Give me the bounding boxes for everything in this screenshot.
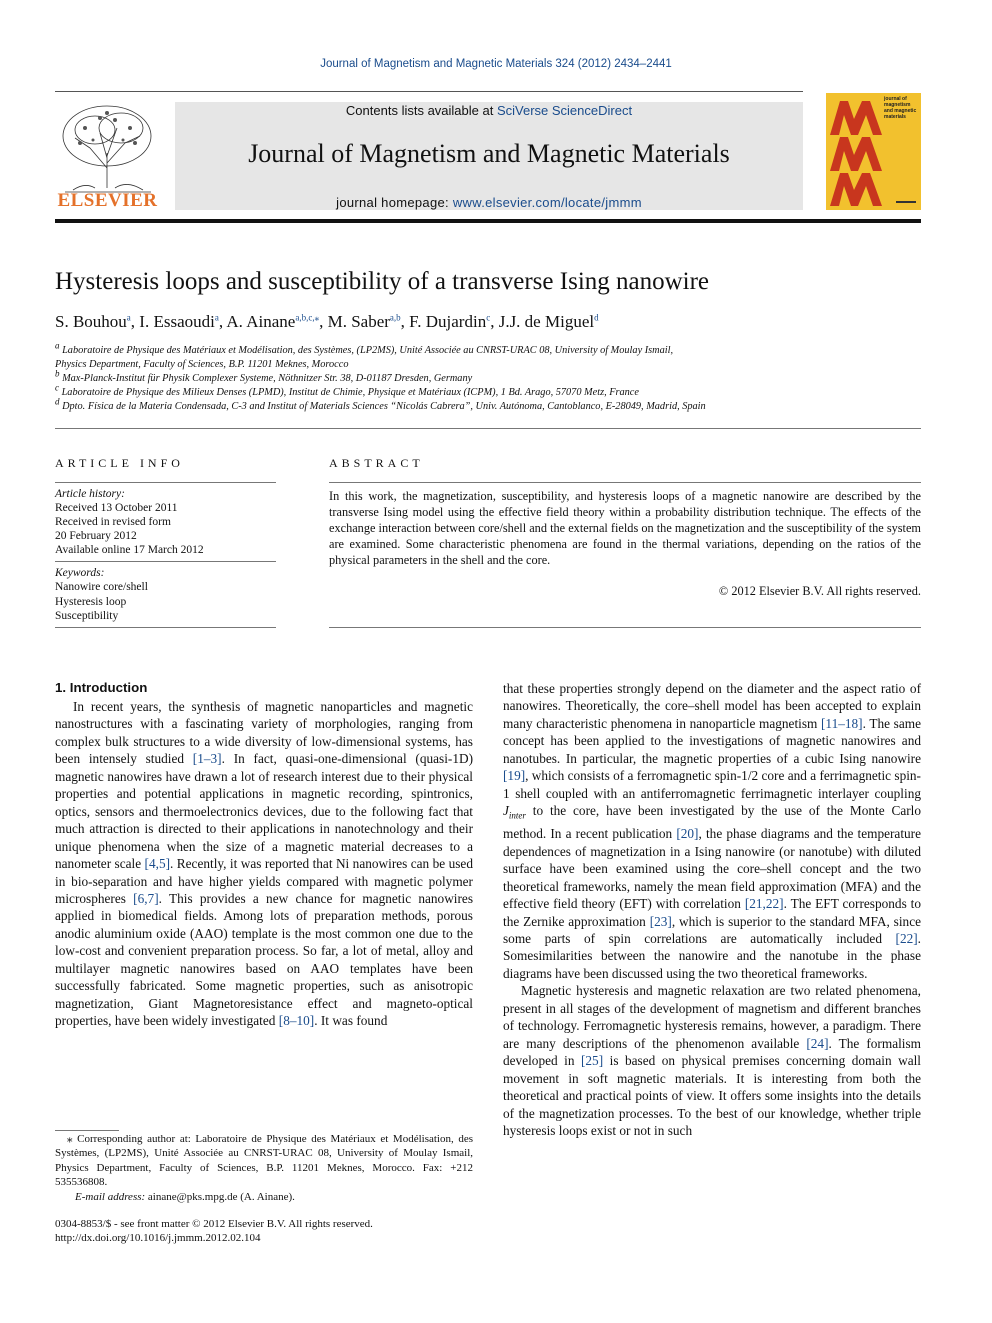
math-subscript: inter — [508, 810, 526, 821]
affiliation-text: Laboratoire de Physique des Milieux Denses (LPMD), Institut de Chimie, Physique et Matériaux (ICPM), 1 Bd. Arago, 57070 Metz, France — [61, 387, 639, 398]
keywords-rule — [55, 627, 276, 628]
affiliation-b — [55, 368, 473, 384]
email-address[interactable]: ainane@pks.mpg.de (A. Ainane). — [145, 1190, 295, 1203]
history-item: Received in revised form — [55, 516, 171, 528]
article-info-rule — [55, 482, 276, 483]
body-column-left — [55, 698, 473, 1030]
author-name[interactable]: J.J. de Miguel — [498, 312, 595, 331]
history-item: Received 13 October 2011 — [55, 502, 178, 514]
history-item: Available online 17 March 2012 — [55, 544, 204, 556]
journal-cover-image — [826, 93, 921, 210]
citation-link[interactable]: [11–18] — [821, 715, 863, 731]
journal-reference[interactable]: Journal of Magnetism and Magnetic Materials 324 (2012) 2434–2441 — [320, 58, 672, 70]
affiliation-mark: d — [55, 396, 60, 407]
homepage-line — [175, 195, 803, 210]
keywords-label: Keywords: — [55, 567, 105, 579]
author-affiliation-mark[interactable]: a — [214, 312, 219, 323]
doi-link[interactable]: http://dx.doi.org/10.1016/j.jmmm.2012.02.104 — [55, 1232, 261, 1245]
article-info-heading: ARTICLE INFO — [55, 456, 184, 470]
citation-link[interactable]: [4,5] — [144, 856, 171, 872]
author-list: S. Bouhou$^a$, I. Essaoudi$^a$, A. Ainane$^{a,b,c,⁎}$, M. Saber$^{a,b}$, F. Dujardin$^c$, J.J. de Miguel$^d$ — [55, 312, 599, 331]
body-paragraph: that these properties strongly depend on the diameter and the aspect ratio of nanowires. Theoretically, the core–shell model has been accepted to explain many characteristic phenomena in nanoparticle magnetism [11–18]. The same concept has been applied to the investigations of magnetic nanowires and nanotubes. In particular, the magnetic properties of a cubic Ising nanowire [19], which consists of a ferromagnetic spin-1/2 core and a ferrimagnetic spin-1 shell coupled with an antiferromagnetic ferrimagnetic interlayer coupling $J_{inter}$ to the core, have been investigated by the use of the Monte Carlo method. In a recent publication [20], the phase diagrams and the temperature dependences of magnetization in a Ising nanowire (or nanotube) with diluted surface have been examined using the core–shell concept and the two theoretical frameworks, namely the mean field approximation (MFA) and the effective field theory (EFT) with correlation [21,22]. The EFT corresponds to the Zernike approximation [23], which is superior to the standard MFA, since some parts of spin correlations are automatically included [22]. Somesimilarities between the nanowire and the nanotube in the phase diagrams have been discussed using the two theoretical frameworks. — [503, 681, 922, 981]
journal-title: Journal of Magnetism and Magnetic Materials — [248, 139, 730, 168]
footnote-rule — [55, 1130, 119, 1131]
affiliation-mark: c — [55, 382, 59, 393]
author-name[interactable]: I. Essaoudi — [139, 312, 215, 331]
affiliation-mark: a — [55, 340, 60, 351]
author-affiliation-mark[interactable]: a,b,c,⁎ — [295, 312, 320, 323]
keyword-item: Nanowire core/shell — [55, 581, 148, 593]
affiliation-d — [55, 396, 706, 412]
abstract-copyright: © 2012 Elsevier B.V. All rights reserved. — [718, 584, 921, 598]
affiliation-text: Max-Planck-Institut für Physik Complexer Systeme, Nöthnitzer Str. 38, D-01187 Dresden, Germany — [62, 373, 473, 384]
author-name[interactable]: A. Ainane — [226, 312, 296, 331]
affiliation-a — [55, 340, 674, 356]
citation-link[interactable]: [8–10] — [278, 1013, 315, 1029]
corresponding-author-footnote — [55, 1132, 473, 1204]
section-title-introduction: 1. Introduction — [55, 680, 148, 695]
affiliations-rule — [55, 428, 921, 429]
body-column-right — [503, 680, 921, 1139]
footnote-text: ⁎ Corresponding author at: Laboratoire de Physique des Matériaux et Modélisation, des Systèmes, (LP2MS), Unité Associée au CNRST-URAC 08, University of Moulay Ismail, Physics Department, Faculty of Sciences, B.P. 11201 Meknes, Morocco. Fax: +212 535536808. — [55, 1133, 473, 1189]
author-affiliation-mark[interactable]: a — [126, 312, 131, 323]
citation-link[interactable]: [6,7] — [133, 890, 159, 906]
affiliation-text: Laboratoire de Physique des Matériaux et Modélisation, des Systèmes, (LP2MS), Unité Associée au CNRST-URAC 08, University of Moulay Ismail, — [62, 345, 674, 356]
abstract-top-rule — [329, 482, 921, 483]
keyword-item: Susceptibility — [55, 610, 119, 622]
citation-link[interactable]: [24] — [806, 1035, 829, 1051]
author-name[interactable]: F. Dujardin — [409, 312, 487, 331]
email-label: E-mail address: — [75, 1190, 146, 1203]
article-title: Hysteresis loops and susceptibility of a transverse Ising nanowire — [55, 268, 710, 295]
citation-link[interactable]: [19] — [503, 768, 526, 784]
affiliation-text: Dpto. Física de la Materia Condensada, C-3 and Institut of Materials Sciences “Nicolás Cabrera”, Univ. Autónoma, Cantoblanco, E-28049, Madrid, Spain — [62, 401, 706, 412]
citation-link[interactable]: [23] — [649, 913, 672, 929]
homepage-prefix: journal homepage: — [336, 195, 453, 210]
citation-link[interactable]: [25] — [580, 1053, 604, 1069]
sciencedirect-link[interactable]: SciVerse ScienceDirect — [496, 103, 633, 118]
abstract-text: In this work, the magnetization, susceptibility, and hysteresis loops of a magnetic nanowire are described by the transverse Ising model using the effective field theory within a probability distribution technique. The effects of the exchange interaction between core/shell and the external fields on the magnetization and the susceptibility of the system are examined. Some characteristic phenomena are found in the thermal variations, depending on the ratios of the physical parameters in the shell and the core. — [329, 489, 921, 567]
author-affiliation-mark[interactable]: d — [594, 312, 599, 323]
contents-line — [175, 103, 803, 118]
bottom-meta — [55, 1217, 373, 1246]
header-thick-rule — [55, 219, 921, 223]
citation-link[interactable]: [21,22] — [744, 896, 784, 912]
history-rule — [55, 561, 276, 562]
cover-title-text: journal of magnetism and magnetic materials — [884, 96, 917, 120]
citation-link[interactable]: [22] — [895, 931, 918, 946]
affiliation-mark: b — [55, 368, 60, 379]
footnote-email-line — [55, 1190, 473, 1204]
author-name[interactable]: S. Bouhou — [55, 312, 127, 331]
abstract-bottom-rule — [329, 627, 921, 628]
homepage-link[interactable]: www.elsevier.com/locate/jmmm — [452, 195, 642, 210]
author-affiliation-mark[interactable]: c — [486, 312, 491, 323]
header-top-rule — [55, 91, 803, 92]
elsevier-wordmark: ELSEVIER — [57, 190, 158, 211]
affiliation-c — [55, 382, 639, 398]
body-paragraph: Magnetic hysteresis and magnetic relaxation are two related phenomena, present in all stages of the development of magnetism and different branches of technology. Ferromagnetic hysteresis remains, however, a paradigm. There are many descriptions of the phenomenon available [24]. The formalism developed in [25] is based on physical premises concerning domain wall movement in soft magnetic materials. It is interesting from both the theoretical and practical points of view. It offers some insights into the details of the magnetization processes. To the best of our knowledge, whether triple hysteresis loops exist or not in such — [503, 983, 922, 1138]
contents-prefix: Contents lists available at — [345, 103, 497, 118]
citation-link[interactable]: [1–3] — [192, 751, 222, 767]
author-affiliation-mark[interactable]: a,b — [389, 312, 401, 323]
keyword-item: Hysteresis loop — [55, 596, 127, 608]
citation-link[interactable]: [20] — [676, 826, 699, 842]
affiliation-a-line2: Physics Department, Faculty of Sciences, B.P. 11201 Meknes, Morocco — [55, 359, 349, 370]
math-symbol: J — [503, 803, 509, 819]
abstract-heading: ABSTRACT — [329, 456, 424, 470]
author-name[interactable]: M. Saber — [327, 312, 390, 331]
history-label: Article history: — [55, 488, 125, 500]
issn-line: 0304-8853/$ - see front matter © 2012 Elsevier B.V. All rights reserved. — [55, 1218, 373, 1230]
history-item: 20 February 2012 — [55, 530, 137, 542]
body-paragraph: In recent years, the synthesis of magnetic nanoparticles and magnetic nanostructures with a fascinating variety of morphologies, ranging from complex bulk structures to a wide diversity of low-dimensional systems, has been intensely studied [1–3]. In fact, quasi-one-dimensional (quasi-1D) magnetic nanowires have drawn a lot of research interest due to their physical properties and potential applications in magnetic recording, spintronics, optics, sensors and thermoelectronics devices, due to the following fact that much attraction is directed to their applications in nanotechnology and their unique phenomena when the size of a magnetic material decreases to a nanometer scale [4,5]. Recently, it was reported that Ni nanowires can be used in bio-separation and have higher yields compared with magnetic polymer microspheres [6,7]. This provides a new chance for magnetic nanowires applied in biomedical fields. Among lots of preparation methods, porous anodic aluminium oxide (AAO) template is the most common one due to the low-cost and convenient preparation process. So far, a lot of metal, alloy and multilayer magnetic nanowires based on AAO templates have been successfully fabricated. Some magnetic properties, such as anisotropic magnetization, Giant Magnetoresistance effect and magneto-optical properties, have been widely investigated [8–10]. It was found — [55, 699, 474, 1029]
